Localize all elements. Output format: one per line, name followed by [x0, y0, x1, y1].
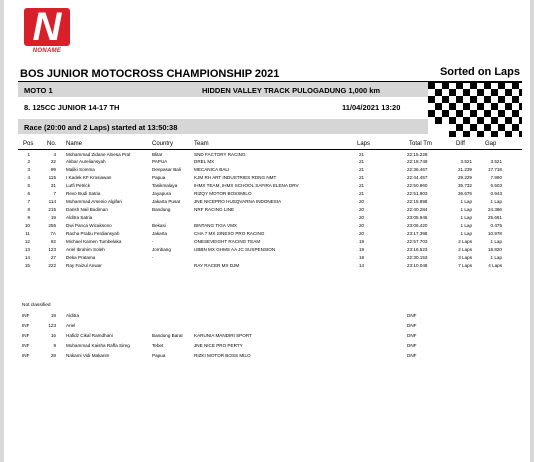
- cell-no: 222: [48, 263, 56, 268]
- cell-laps: 20: [359, 199, 365, 204]
- cell-pos: INF: [22, 343, 30, 348]
- logo-letter: N: [32, 5, 62, 49]
- title-bar: [18, 66, 522, 83]
- cell-total: DNF: [407, 343, 417, 348]
- cell-laps: 20: [359, 223, 365, 228]
- cell-name: Muhammad Kaisha Raffa Sireg: [66, 343, 130, 348]
- cell-diff: 36.675: [457, 191, 472, 196]
- cell-gap: 1 Lap: [490, 239, 502, 244]
- checker-square: [456, 124, 463, 131]
- checker-square: [470, 110, 477, 117]
- table-row: [4, 151, 530, 158]
- table-row: [4, 246, 530, 253]
- col-country: Country: [152, 141, 174, 147]
- cell-team: DREL MX: [194, 159, 215, 164]
- cell-laps: 21: [359, 175, 365, 180]
- cell-pos: 10: [24, 223, 30, 228]
- col-no: No.: [47, 141, 57, 147]
- cell-name: Lutfi Petrick: [66, 183, 90, 188]
- checkered-flag-graphic: [428, 82, 522, 137]
- checker-square: [477, 117, 484, 124]
- cell-no: 22: [50, 159, 56, 164]
- cell-name: Ray Faizul Anwar: [66, 263, 102, 268]
- cell-no: 255: [48, 223, 56, 228]
- cell-no: 123: [48, 247, 56, 252]
- cell-diff: 3.521: [460, 159, 472, 164]
- cell-team: RIZKI MOTOR BOSS MILO: [194, 353, 251, 358]
- cell-country: Bekasi: [152, 223, 166, 228]
- checker-square: [470, 82, 477, 89]
- cell-pos: INF: [22, 323, 30, 328]
- cell-team: MECANICA BALI: [194, 167, 230, 172]
- table-row: [4, 222, 530, 229]
- cell-team: JNE NICEPRO HUSQVARNA INDONESIA: [194, 199, 282, 204]
- cell-total: DNF: [407, 313, 417, 318]
- cell-total: 23:10.048: [407, 263, 428, 268]
- cell-name: Dwi Panca Wicaksono: [66, 223, 112, 228]
- cell-laps: 18: [359, 255, 365, 260]
- table-row: [4, 190, 530, 197]
- checker-square: [519, 131, 522, 137]
- col-name: Name: [66, 141, 83, 147]
- table-row: [4, 182, 530, 189]
- checker-square: [484, 110, 491, 117]
- checker-square: [456, 96, 463, 103]
- table-row: [4, 312, 530, 319]
- checker-square: [449, 103, 456, 110]
- cell-gap: 4 Laps: [488, 263, 502, 268]
- race-info: Race (20:00 and 2 Laps) started at 13:50:38: [24, 123, 178, 132]
- event-info-band: [18, 82, 522, 137]
- cell-team: CHA 7 MX SINEXO PRO RACING: [194, 231, 265, 236]
- table-row: [4, 322, 530, 329]
- cell-total: DNF: [407, 323, 417, 328]
- cell-team: IHMX TEAM, IHMX SCHOOL SAFIRA ELENA DRV: [194, 183, 299, 188]
- checker-square: [435, 103, 442, 110]
- cell-total: 22:40.284: [407, 207, 428, 212]
- checker-square: [519, 117, 522, 124]
- class-name: 8. 125CC JUNIOR 14-17 TH: [24, 103, 120, 112]
- cell-pos: 6: [27, 191, 30, 196]
- cell-total: 22:18.749: [407, 159, 428, 164]
- cell-diff: 2 Laps: [458, 239, 472, 244]
- cell-laps: 21: [359, 183, 365, 188]
- cell-total: 22:15.898: [407, 199, 428, 204]
- cell-diff: 1 Lap: [460, 231, 472, 236]
- col-laps: Laps: [357, 141, 371, 147]
- checker-square: [463, 89, 470, 96]
- checker-square: [463, 103, 470, 110]
- cell-pos: 11: [25, 231, 30, 236]
- cell-country: Jombang: [152, 247, 171, 252]
- cell-name: Revo Budi Satria: [66, 191, 101, 196]
- cell-diff: 1 Lap: [460, 207, 472, 212]
- cell-pos: 7: [27, 199, 30, 204]
- cell-total: DNF: [407, 353, 417, 358]
- cell-country: Papua: [152, 175, 166, 180]
- cell-pos: 12: [24, 239, 30, 244]
- cell-diff: 1 Lap: [460, 223, 472, 228]
- cell-laps: 21: [359, 167, 365, 172]
- table-row: [4, 342, 530, 349]
- checker-square: [428, 110, 435, 117]
- cell-gap: 24.386: [487, 207, 502, 212]
- cell-gap: 0.943: [490, 191, 502, 196]
- table-row: [4, 254, 530, 261]
- cell-diff: 1 Lap: [460, 215, 472, 220]
- cell-pos: 14: [24, 255, 30, 260]
- table-row: [4, 166, 530, 173]
- cell-pos: 8: [27, 207, 30, 212]
- event-date: 11/04/2021 13:20: [342, 103, 401, 112]
- cell-pos: 5: [27, 183, 30, 188]
- cell-pos: 3: [27, 167, 30, 172]
- table-row: [4, 262, 530, 269]
- table-row: [4, 158, 530, 165]
- cell-no: 114: [48, 199, 56, 204]
- cell-total: 23:17.398: [407, 231, 428, 236]
- table-row: [4, 238, 530, 245]
- checker-square: [491, 117, 498, 124]
- table-row: [4, 214, 530, 221]
- cell-name: I Kadek KF Krosiawan: [66, 175, 112, 180]
- cell-laps: 14: [359, 263, 365, 268]
- checker-square: [470, 96, 477, 103]
- cell-no: 115: [48, 175, 56, 180]
- checker-square: [442, 96, 449, 103]
- cell-pos: INF: [22, 313, 30, 318]
- checker-square: [505, 103, 512, 110]
- checker-square: [477, 89, 484, 96]
- moto-row: [18, 82, 428, 97]
- cell-name: Alditra: [66, 313, 80, 318]
- checker-square: [519, 89, 522, 96]
- cell-total: 22:36.467: [407, 167, 428, 172]
- cell-team: BINTANG TIGA VMX: [194, 223, 237, 228]
- checker-square: [477, 131, 484, 137]
- cell-team: RAY RACER MX DJM: [194, 263, 240, 268]
- logo-text: NONAME: [32, 48, 62, 54]
- cell-name: Alditra Satria: [66, 215, 93, 220]
- cell-gap: 1 Lap: [490, 255, 502, 260]
- cell-diff: 7 Laps: [458, 263, 472, 268]
- cell-name: Mohammad Zidane Alnesa Prat: [66, 152, 131, 157]
- table-row: [4, 198, 530, 205]
- championship-title: BOS JUNIOR MOTOCROSS CHAMPIONSHIP 2021: [20, 68, 280, 80]
- cell-gap: 18.820: [487, 247, 502, 252]
- checker-square: [484, 124, 491, 131]
- cell-name: Michael Kamen Tumbelaka: [66, 239, 122, 244]
- cell-no: 31: [50, 183, 56, 188]
- checker-square: [484, 82, 491, 89]
- checker-square: [512, 110, 519, 117]
- checker-square: [428, 96, 435, 103]
- checker-square: [512, 96, 519, 103]
- cell-country: Papua: [152, 353, 166, 358]
- checker-square: [435, 89, 442, 96]
- race-row: [18, 119, 428, 134]
- cell-gap: 17.718: [487, 167, 502, 172]
- checker-square: [498, 82, 505, 89]
- cell-name: Hafidz Cikal Ramdhani: [66, 333, 113, 338]
- cell-country: Jakarta: [152, 231, 168, 236]
- col-diff: Diff: [456, 141, 465, 147]
- cell-name: Ariel Ibrahim Soleh: [66, 247, 105, 252]
- checker-square: [491, 131, 498, 137]
- cell-name: Maliki Somma: [66, 167, 95, 172]
- checker-square: [442, 82, 449, 89]
- cell-no: 62: [50, 239, 56, 244]
- cell-total: 22:44.457: [407, 175, 428, 180]
- cell-pos: 4: [27, 175, 30, 180]
- col-gap: Gap: [485, 141, 497, 147]
- checker-square: [428, 82, 435, 89]
- checker-square: [491, 89, 498, 96]
- cell-name: Deka Pratama: [66, 255, 96, 260]
- cell-country: -: [152, 255, 154, 260]
- checker-square: [505, 117, 512, 124]
- cell-pos: 2: [27, 159, 30, 164]
- cell-team: NRF RACING LINE: [194, 207, 235, 212]
- checker-square: [463, 117, 470, 124]
- cell-pos: 15: [24, 263, 30, 268]
- cell-gap: 7.990: [490, 175, 502, 180]
- checker-square: [512, 82, 519, 89]
- cell-diff: 1 Lap: [460, 199, 472, 204]
- cell-no: 215: [48, 207, 56, 212]
- checker-square: [519, 103, 522, 110]
- cell-name: Muhammad Arsenio Algifari: [66, 199, 122, 204]
- cell-no: 7: [53, 191, 56, 196]
- cell-no: 19: [50, 313, 56, 318]
- checker-square: [435, 117, 442, 124]
- cell-total: 22:57.703: [407, 239, 428, 244]
- cell-name: Racha Prabu Ferdiansyah: [66, 231, 120, 236]
- cell-diff: 29.229: [457, 175, 472, 180]
- sort-label: Sorted on Laps: [439, 66, 520, 78]
- cell-team: SND FACTORY RACING: [194, 152, 246, 157]
- cell-country: Tebet: [152, 343, 164, 348]
- cell-pos: INF: [22, 333, 30, 338]
- cell-name: Nakami Vidi Makarim: [66, 353, 110, 358]
- cell-laps: 20: [359, 207, 365, 212]
- checker-square: [463, 131, 470, 137]
- col-total: Total Tm: [409, 141, 432, 147]
- cell-total: 22:50.960: [407, 183, 428, 188]
- cell-no: 99: [50, 167, 56, 172]
- cell-total: 22:51.903: [407, 191, 428, 196]
- cell-country: -: [152, 239, 154, 244]
- cell-country: Jayapura: [152, 191, 171, 196]
- cell-pos: 13: [24, 247, 30, 252]
- track-name: HIDDEN VALLEY TRACK PULOGADUNG 1,000 km: [202, 86, 381, 95]
- cell-total: 23:05.945: [407, 215, 428, 220]
- cell-country: Jakarta Pusat: [152, 199, 181, 204]
- checker-square: [477, 103, 484, 110]
- checker-square: [498, 110, 505, 117]
- noname-logo: [24, 5, 70, 54]
- cell-country: Denpasar Bali: [152, 167, 181, 172]
- cell-country: Bandung Barat: [152, 333, 183, 338]
- header-divider: [18, 149, 522, 150]
- checker-square: [498, 124, 505, 131]
- cell-team: JNE NICE PRO PERTY: [194, 343, 243, 348]
- cell-team: KARUNIA MANDIRI SPORT: [194, 333, 252, 338]
- cell-no: 27: [50, 255, 56, 260]
- cell-laps: 21: [359, 159, 365, 164]
- cell-team: RIZQY MOTOR BOSSMILO: [194, 191, 252, 196]
- cell-country: Blitar: [152, 152, 163, 157]
- cell-no: 7A: [50, 231, 56, 236]
- cell-name: Ariel: [66, 323, 76, 328]
- checker-square: [498, 96, 505, 103]
- table-row: [4, 230, 530, 237]
- cell-no: 4: [53, 152, 56, 157]
- col-team: Team: [194, 141, 209, 147]
- cell-team: UBBN MX GHMS AA JC SUSPENSION: [194, 247, 276, 252]
- cell-no: 16: [50, 333, 56, 338]
- cell-gap: 25.661: [487, 215, 502, 220]
- cell-total: 23:06.420: [407, 223, 428, 228]
- checker-square: [470, 124, 477, 131]
- cell-total: 23:16.523: [407, 247, 428, 252]
- cell-laps: 19: [359, 239, 365, 244]
- cell-total: 22:30.153: [407, 255, 428, 260]
- checker-square: [491, 103, 498, 110]
- cell-diff: 3 Laps: [458, 255, 472, 260]
- cell-gap: 1 Lap: [490, 199, 502, 204]
- cell-team: ONESEVEIGHT RACING TEAM: [194, 239, 261, 244]
- cell-no: 9: [53, 343, 56, 348]
- checker-square: [449, 131, 456, 137]
- results-sheet: [4, 0, 530, 462]
- table-row: [4, 332, 530, 339]
- cell-laps: 21: [359, 152, 365, 157]
- moto-label: MOTO 1: [24, 86, 53, 95]
- cell-country: Bandung: [152, 207, 171, 212]
- table-row: [4, 174, 530, 181]
- not-classified-label: Not classified: [22, 303, 51, 308]
- cell-country: Tasikmalaya: [152, 183, 178, 188]
- cell-diff: 21.239: [457, 167, 472, 172]
- cell-diff: 2 Laps: [458, 247, 472, 252]
- cell-team: KJM RH ART INDUSTRIES RDNG NMT: [194, 175, 277, 180]
- cell-pos: 9: [27, 215, 30, 220]
- cell-no: 123: [48, 323, 56, 328]
- cell-laps: 21: [359, 191, 365, 196]
- class-row: [18, 99, 428, 114]
- cell-name: Akbar Aureliansyah: [66, 159, 106, 164]
- checker-square: [505, 89, 512, 96]
- cell-total: DNF: [407, 333, 417, 338]
- cell-gap: 3.521: [490, 159, 502, 164]
- cell-gap: 10.978: [487, 231, 502, 236]
- cell-laps: 20: [359, 215, 365, 220]
- cell-country: PAPUA: [152, 159, 168, 164]
- cell-laps: 19: [359, 247, 365, 252]
- cell-no: 19: [50, 215, 56, 220]
- table-row: [4, 206, 530, 213]
- cell-diff: 35.732: [457, 183, 472, 188]
- table-row: [4, 352, 530, 359]
- cell-laps: 20: [359, 231, 365, 236]
- cell-gap: 6.503: [490, 183, 502, 188]
- checker-square: [442, 110, 449, 117]
- checker-square: [484, 96, 491, 103]
- col-pos: Pos: [23, 141, 34, 147]
- cell-gap: 0.475: [490, 223, 502, 228]
- cell-pos: 1: [27, 152, 30, 157]
- cell-name: Darish Nail Budiman: [66, 207, 108, 212]
- cell-total: 22:15.228: [407, 152, 428, 157]
- checker-square: [449, 117, 456, 124]
- checker-square: [456, 110, 463, 117]
- checker-square: [449, 89, 456, 96]
- checker-square: [505, 131, 512, 137]
- cell-pos: INF: [22, 353, 30, 358]
- cell-no: 29: [50, 353, 56, 358]
- checker-square: [456, 82, 463, 89]
- checker-square: [512, 124, 519, 131]
